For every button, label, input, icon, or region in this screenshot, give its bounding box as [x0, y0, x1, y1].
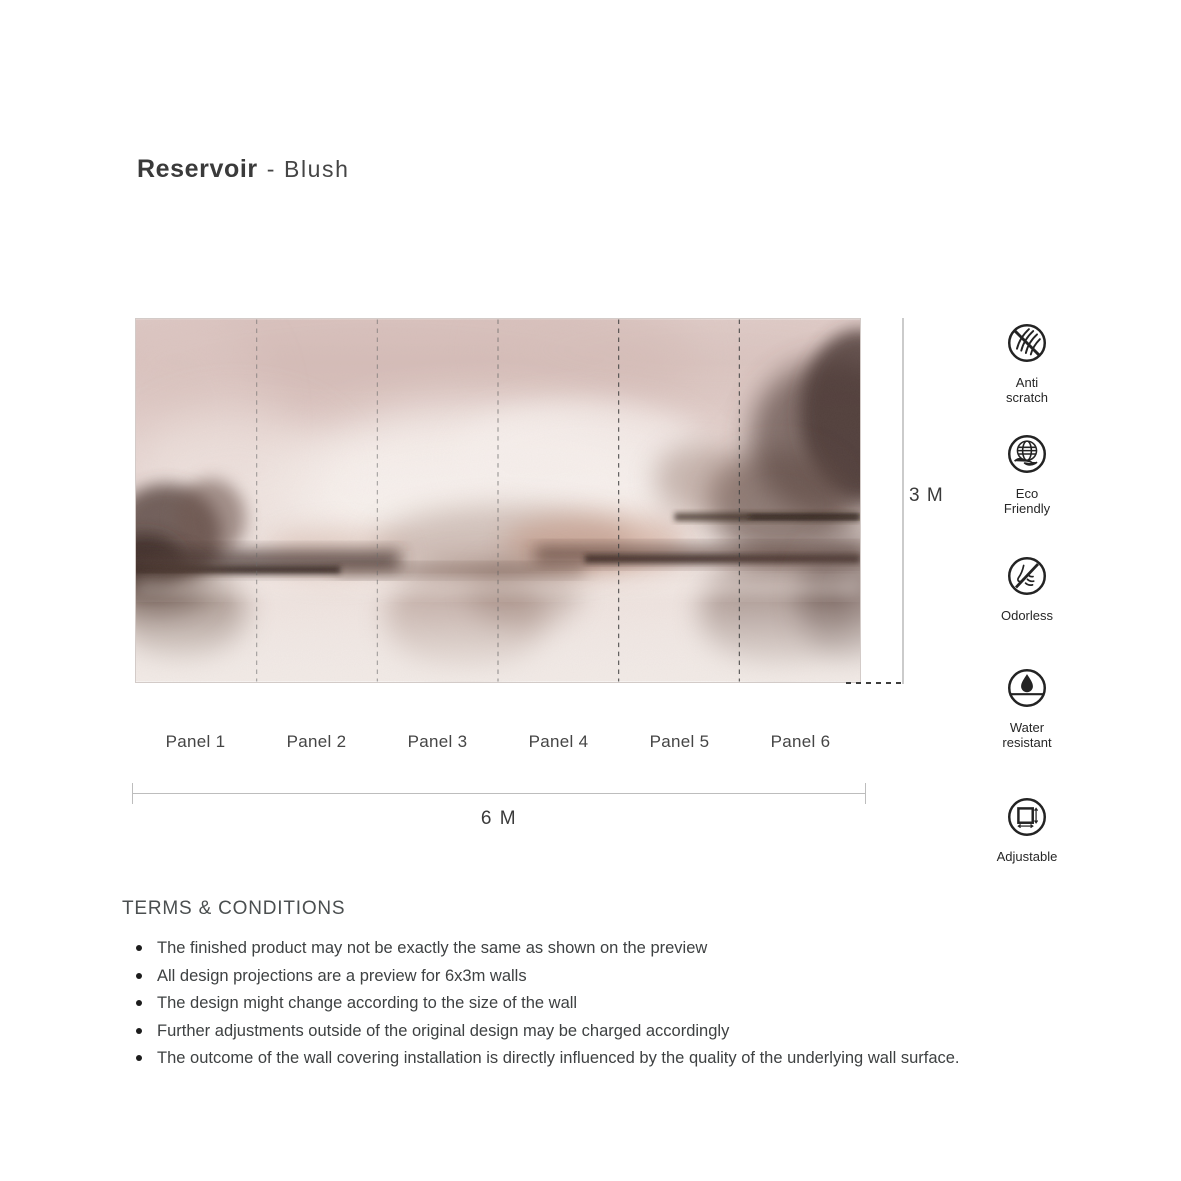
- term-item: All design projections are a preview for 6x3m walls: [136, 966, 1036, 987]
- feature-label: Adjustable: [996, 849, 1058, 864]
- feature-anti-scratch: [966, 322, 1088, 405]
- term-item: Further adjustments outside of the original design may be charged accordingly: [136, 1021, 1036, 1042]
- height-measure-line: [902, 318, 904, 684]
- term-item: The outcome of the wall covering installation is directly influenced by the quality of the underlying wall surface.: [136, 1048, 1036, 1069]
- feature-water-resistant: [966, 667, 1088, 750]
- anti-scratch-icon: [1006, 322, 1048, 364]
- panel-label-5: Panel 5: [649, 732, 710, 751]
- width-measure-tick-right: [865, 783, 866, 804]
- width-measure-line: [132, 793, 866, 794]
- panel-label-1: Panel 1: [165, 732, 226, 751]
- height-measure-label: 3 M: [909, 485, 944, 506]
- term-item: The design might change according to the size of the wall: [136, 993, 1036, 1014]
- product-name: Reservoir: [137, 155, 258, 183]
- panel-label-3: Panel 3: [407, 732, 468, 751]
- panel-label-2: Panel 2: [286, 732, 347, 751]
- bullet-icon: [136, 1055, 142, 1061]
- bullet-icon: [136, 1000, 142, 1006]
- feature-eco-friendly: [966, 433, 1088, 516]
- watercolor-mural-image: [136, 319, 860, 682]
- eco-friendly-icon: [1006, 433, 1048, 475]
- panel-label-6: Panel 6: [770, 732, 831, 751]
- terms-list: [136, 938, 1036, 1076]
- feature-label: Eco Friendly: [1003, 486, 1051, 516]
- artwork-preview: [135, 318, 861, 683]
- measure-connector-dashes: [846, 682, 906, 684]
- bullet-icon: [136, 1028, 142, 1034]
- feature-odorless: [966, 555, 1088, 623]
- product-variant: - Blush: [266, 156, 350, 182]
- terms-heading: TERMS & CONDITIONS: [122, 898, 346, 919]
- term-item: The finished product may not be exactly the same as shown on the preview: [136, 938, 1036, 959]
- feature-label: Odorless: [1000, 608, 1054, 623]
- feature-label: Water resistant: [1002, 720, 1052, 750]
- bullet-icon: [136, 973, 142, 979]
- odorless-icon: [1006, 555, 1048, 597]
- width-measure-tick-left: [132, 783, 133, 804]
- panel-label-4: Panel 4: [528, 732, 589, 751]
- width-measure-label: 6 M: [480, 808, 518, 829]
- feature-adjustable: [966, 796, 1088, 864]
- adjustable-icon: [1006, 796, 1048, 838]
- water-resistant-icon: [1006, 667, 1048, 709]
- page-title: [137, 155, 350, 184]
- feature-label: Anti scratch: [1006, 375, 1048, 405]
- bullet-icon: [136, 945, 142, 951]
